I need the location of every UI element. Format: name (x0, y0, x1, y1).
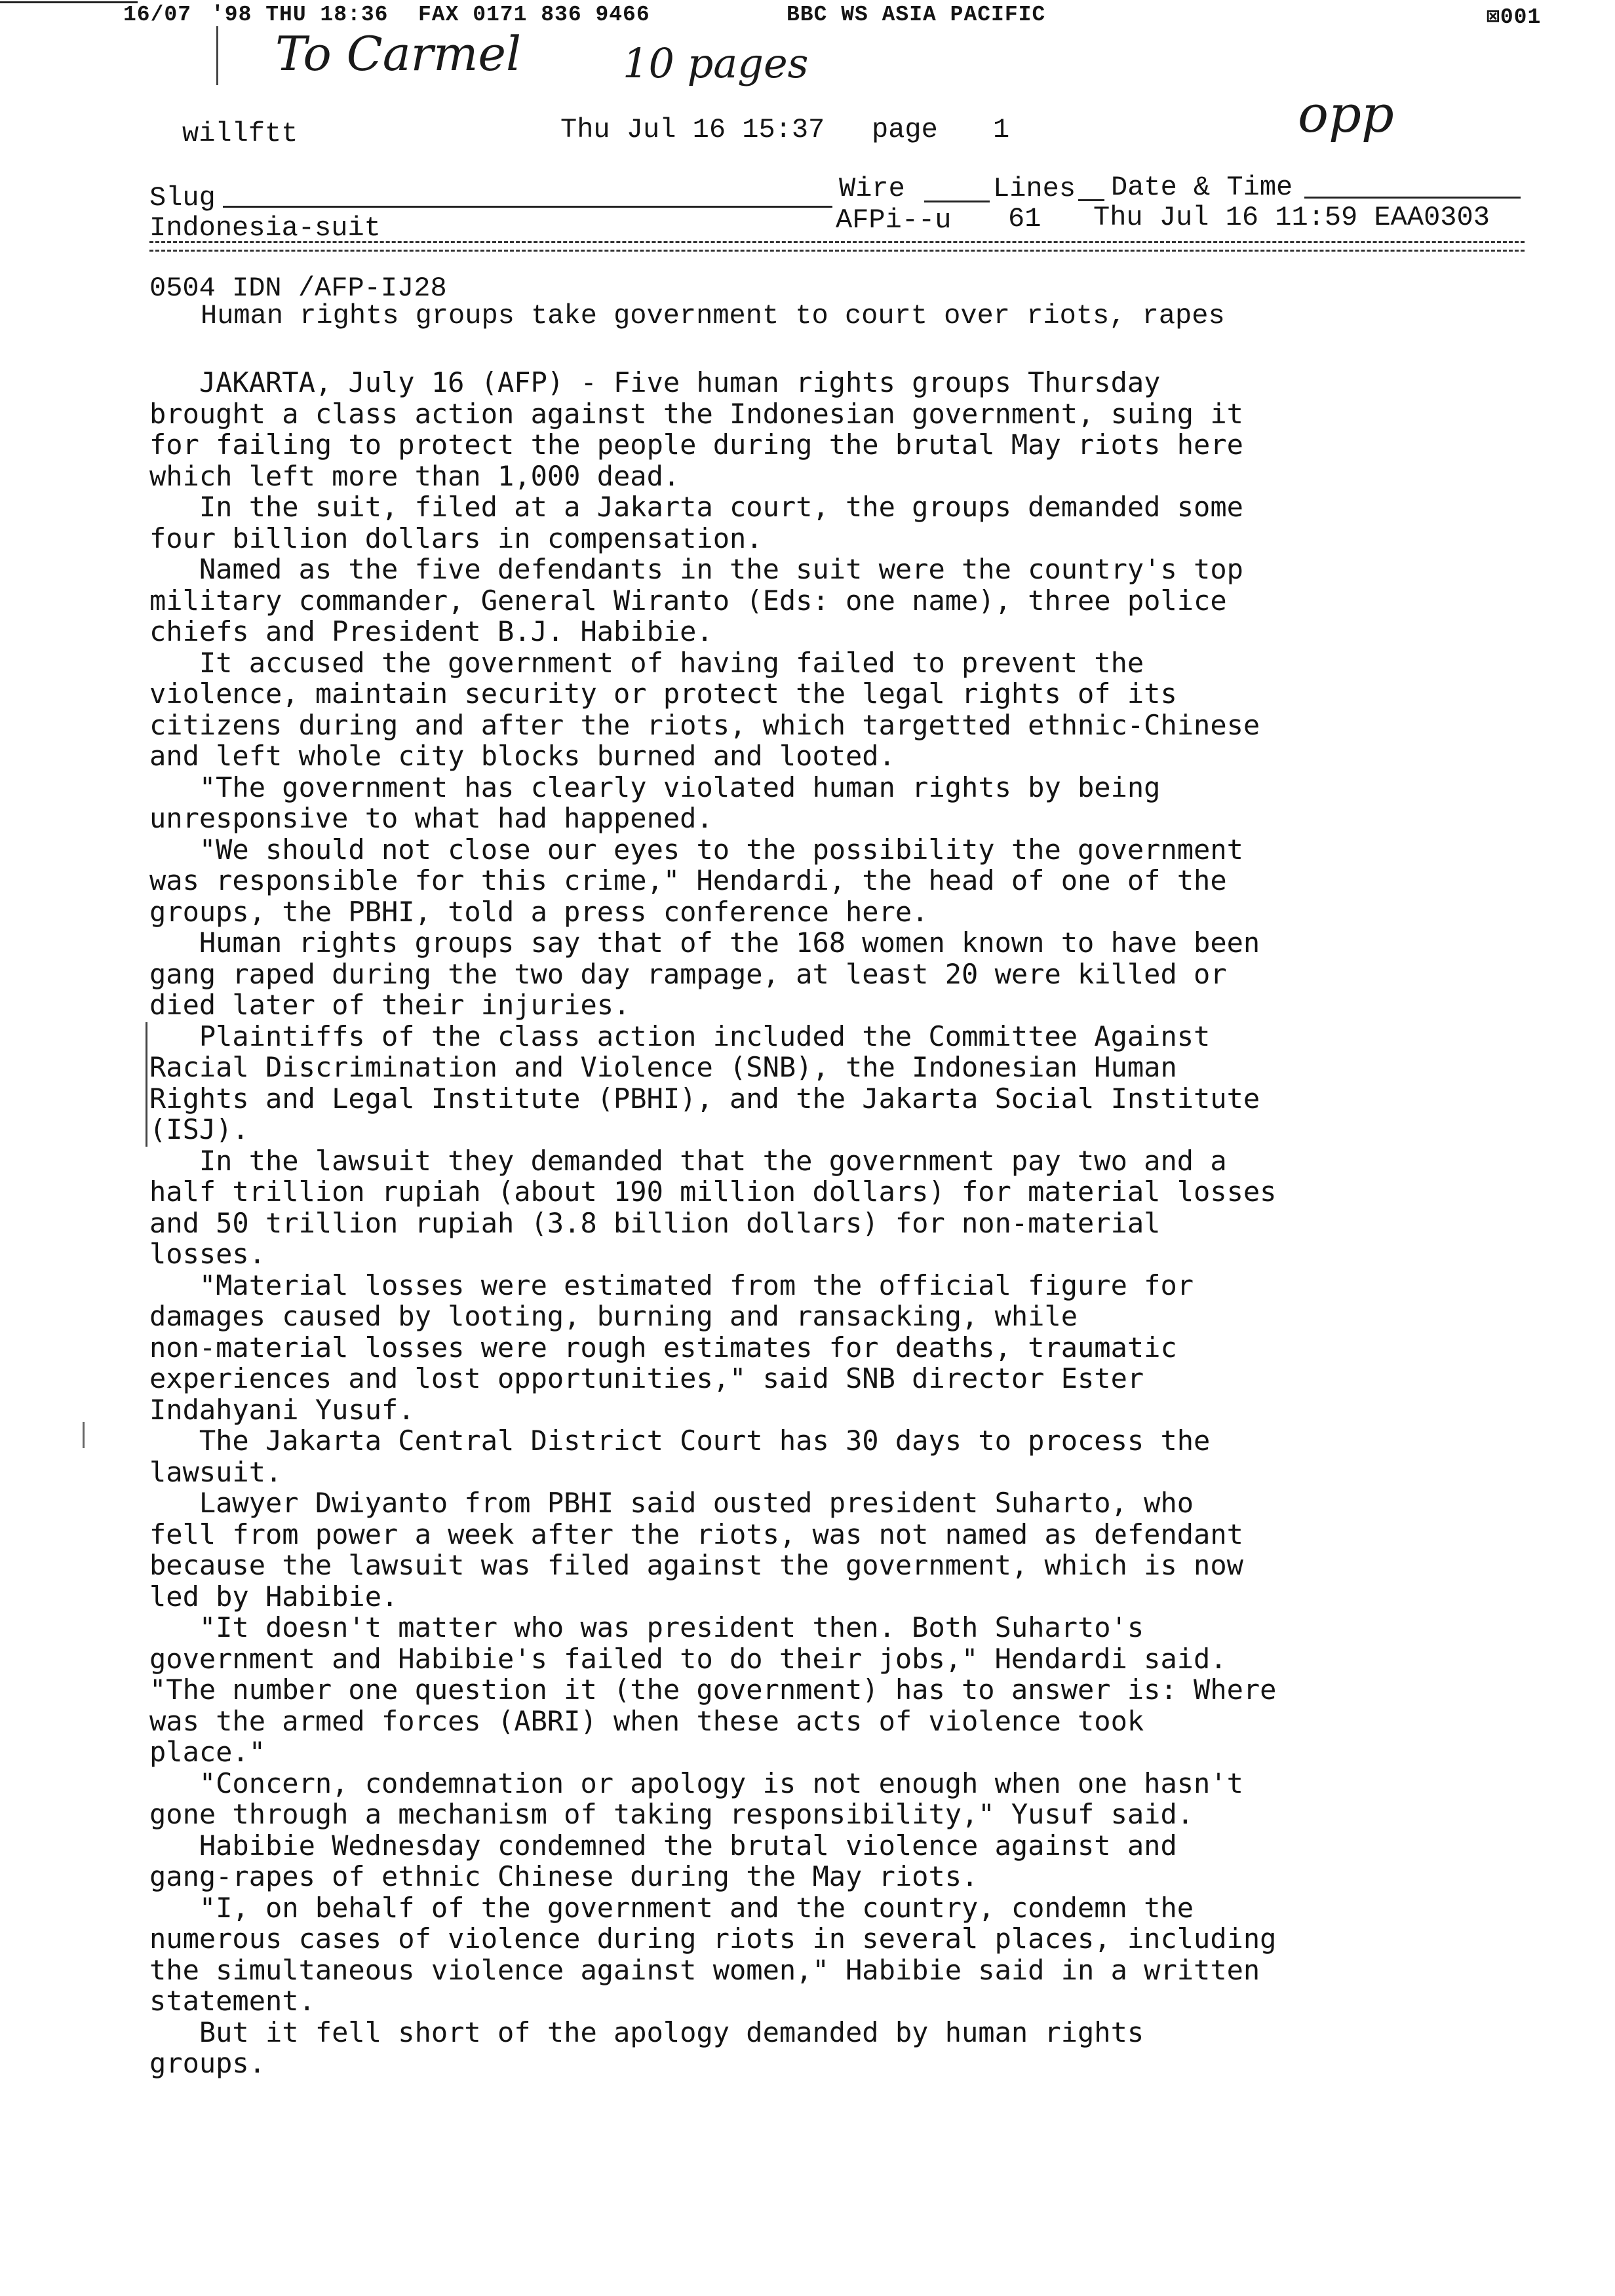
story-code: 0504 IDN /AFP-IJ28 (149, 273, 447, 304)
wire-underline (924, 201, 990, 202)
handwritten-margin-stroke (216, 26, 218, 85)
fax-header (0, 0, 1615, 39)
terminal-id: willftt (182, 118, 298, 149)
fax-date: 16/07 (123, 3, 192, 27)
story-headline: Human rights groups take government to court over riots, rapes (201, 300, 1225, 332)
fax-header-rule (0, 1, 138, 3)
column-header-lines: Lines (993, 173, 1076, 204)
column-header-wire: Wire (839, 173, 905, 204)
fax-page-mark: ⊠001 (1487, 5, 1542, 29)
print-timestamp: Thu Jul 16 15:37 (560, 114, 825, 145)
handwritten-stray-mark (83, 1422, 85, 1448)
handwritten-recipient: To Carmel (275, 26, 522, 81)
datetime-underline (1304, 197, 1521, 199)
header-double-rule (149, 241, 1525, 252)
handwritten-initials: opp (1298, 85, 1394, 144)
page-label: page (872, 114, 938, 145)
fax-station: BBC WS ASIA PACIFIC (787, 3, 1046, 27)
handwritten-page-count: 10 pages (623, 39, 809, 87)
slug-value: Indonesia-suit (149, 212, 381, 244)
lines-value: 61 (1008, 203, 1041, 235)
page-number: 1 (993, 114, 1010, 145)
story-body: JAKARTA, July 16 (AFP) - Five human rights groups Thursday brought a class action against the Indonesian government, suing it for failing to protect the people during the brutal May riots here which left more than 1,000 dead. In the suit, filed at a Jakarta court, the groups demanded some four billion dollars in compensation. Named as the five defendants in the suit were the country's top military commander, General Wiranto (Eds: one name), three police chiefs and President B.J. Habibie. It accused the government of having failed to prevent the violence, maintain security or protect the legal rights of its citizens during and after the riots, which targetted ethnic-Chinese and left whole city blocks burned and looted. "The government has clearly violated human rights by being unresponsive to what had happened. "We should not close our eyes to the possibility the government was responsible for this crime," Hendardi, the head of one of the groups, the PBHI, told a press conference here. Human rights groups say that of the 168 women known to have been gang raped during the two day rampage, at least 20 were killed or died later of their injuries. Plaintiffs of the class action included the Committee Against Racial Discrimination and Violence (SNB), the Indonesian Human Rights and Legal Institute (PBHI), and the Jakarta Social Institute (ISJ). In the lawsuit they demanded that the government pay two and a half trillion rupiah (about 190 million dollars) for material losses and 50 trillion rupiah (3.8 billion dollars) for non-material losses. "Material losses were estimated from the official figure for damages caused by looting, burning and ransacking, while non-material losses were rough estimates for deaths, traumatic experiences and lost opportunities," said SNB director Ester Indahyani Yusuf. The Jakarta Central District Court has 30 days to process the lawsuit. Lawyer Dwiyanto from PBHI said ousted president Suharto, who fell from power a week after the riots, was not named as defendant because the lawsuit was filed against the government, which is now led by Habibie. "It doesn't matter who was president then. Both Suharto's government and Habibie's failed to do their jobs," Hendardi said. "The number one question it (the government) has to answer is: Where was the armed forces (ABRI) when these acts of violence took place." "Concern, condemnation or apology is not enough when one hasn't gone through a mechanism of taking responsibility," Yusuf said. Habibie Wednesday condemned the brutal violence against and gang-rapes of ethnic Chinese during the May riots. "I, on behalf of the government and the country, condemn the numerous cases of violence during riots in several places, including the simultaneous violence against women," Habibie said in a written statement. But it fell short of the apology demanded by human rights groups. (149, 366, 1277, 2079)
slug-underline (223, 206, 832, 208)
fax-number: FAX 0171 836 9466 (418, 3, 650, 27)
handwritten-bracket-mark (146, 1022, 147, 1147)
wire-value: AFPi--u (836, 204, 952, 236)
column-header-datetime: Date & Time (1111, 172, 1293, 203)
column-header-slug: Slug (149, 182, 216, 214)
datetime-value: Thu Jul 16 11:59 EAA0303 (1093, 202, 1490, 233)
lines-underline (1078, 199, 1104, 201)
fax-year-day-time: '98 THU 18:36 (211, 3, 389, 27)
